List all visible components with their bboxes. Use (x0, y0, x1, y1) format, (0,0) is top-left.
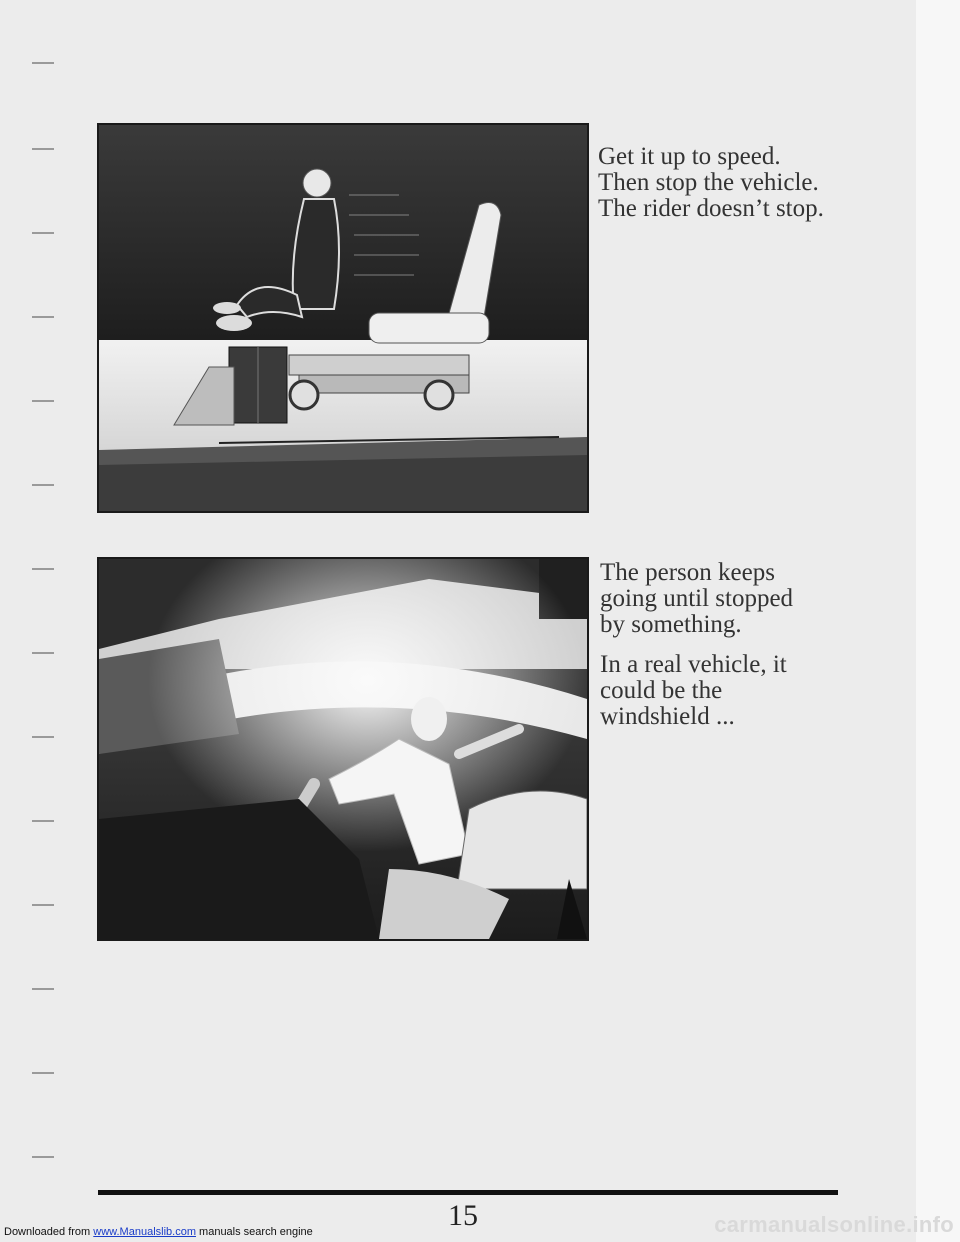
caption-line: In a real vehicle, it (600, 651, 787, 678)
caption-line: by something. (600, 611, 742, 638)
occupant-windshield-photo (97, 557, 589, 941)
download-suffix: manuals search engine (195, 1226, 313, 1238)
binding-margin-marks (0, 0, 70, 1242)
caption-line: The rider doesn’t stop. (598, 195, 824, 222)
caption-get-up-to-speed (598, 144, 898, 222)
caption-line: could be the (600, 677, 723, 704)
caption-line: Get it up to speed. (598, 143, 781, 170)
caption-line: windshield ... (600, 703, 735, 730)
site-watermark: carmanualsonline.info (714, 1212, 954, 1237)
download-prefix: Downloaded from (4, 1226, 94, 1238)
crash-test-sled-illustration (97, 123, 589, 513)
caption-windshield (600, 652, 900, 730)
caption-line: The person keeps (600, 559, 775, 586)
download-banner (4, 1226, 313, 1238)
manualslib-link[interactable]: www.Manualslib.com (93, 1226, 196, 1238)
caption-person-keeps-going (600, 560, 900, 638)
page-edge-shade (916, 0, 960, 1242)
footer-rule (98, 1190, 838, 1195)
caption-line: Then stop the vehicle. (598, 169, 819, 196)
caption-line: going until stopped (600, 585, 794, 612)
page-number: 15 (448, 1199, 478, 1232)
